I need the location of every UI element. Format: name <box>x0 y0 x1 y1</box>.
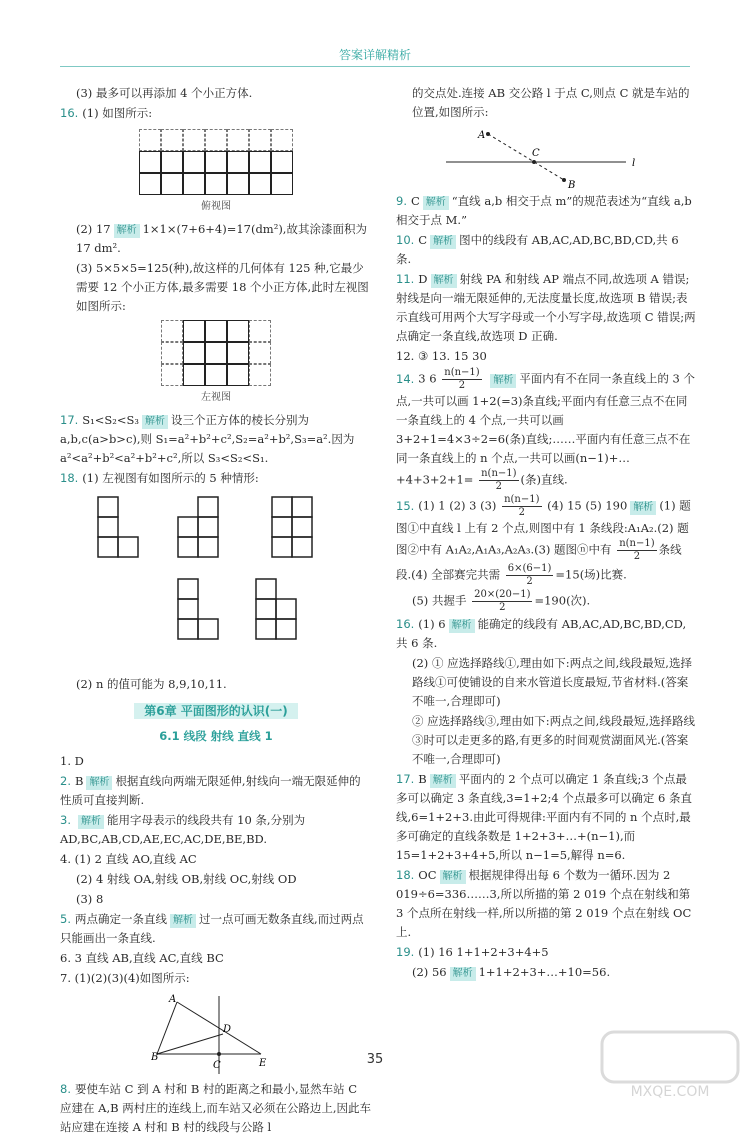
answers-12-13: 12. ③ 13. 15 30 <box>396 349 487 363</box>
a14-explain-end: (条)直线. <box>520 472 568 487</box>
jiexi-badge: 解析 <box>630 501 656 515</box>
right-column <box>396 84 696 983</box>
jiexi-badge: 解析 <box>423 196 449 210</box>
fig8-label-c: C <box>532 148 540 159</box>
left-column <box>60 84 372 1138</box>
a18-number: 18. <box>396 868 415 882</box>
a15-fraction-c: $\frac{6\times(6-1)}{2}$ <box>507 563 552 587</box>
a15-answer: (1) 1 (2) 3 (3) <box>418 498 497 513</box>
jiexi-badge: 解析 <box>86 776 112 790</box>
jiexi-badge: 解析 <box>490 374 516 388</box>
q16-2b: 1×1×(7+6+4)=17(dm²),故其涂漆面积为 17 dm². <box>76 222 367 255</box>
a9-answer: C <box>410 194 420 208</box>
a3-explain: 能用字母表示的线段共有 10 条,分别为 AD,BC,AB,CD,AE,EC,AC,DE,BE,BD. <box>60 813 306 846</box>
a3-number: 3. <box>60 813 71 827</box>
a18-answer: OC <box>418 868 437 882</box>
a16-3: ② 应选择路线③,理由如下:两点之间,线段最短,选择路线③时可以走更多的路,有更多的时间观赏湖面风光.(答案不唯一,合理即可) <box>412 714 695 766</box>
answer-4-3: (3) 8 <box>76 892 104 906</box>
a19-1: (1) 16 1+1+2+3+4+5 <box>418 945 549 959</box>
top-view-caption: 俯视图 <box>201 201 231 212</box>
page-header-title: 答案详解精析 <box>338 48 411 62</box>
fig7-label-d: D <box>223 1024 232 1035</box>
fig7-label-a: A <box>169 994 177 1005</box>
a11-explain: 射线 PA 和射线 AP 端点不同,故选项 A 错误;射线是向一端无限延伸的,无法度量长度,故选项 B 错误;表示直线可用两个大写字母或一个小写字母,故选项 C 错误;两点确定一条直线,故选项 D 正确. <box>396 272 696 343</box>
a19-2b: 1+1+2+3+…+10=56. <box>478 965 611 979</box>
a10-explain: 图中的线段有 AB,AC,AD,BC,BD,CD,共 6 条. <box>396 233 679 266</box>
q16-2a: (2) 17 <box>76 222 111 236</box>
jiexi-badge: 解析 <box>114 224 140 238</box>
chapter-heading: 第6章 平面图形的认识(一) <box>60 702 372 721</box>
a15-fraction-d: $\frac{20\times(20-1)}{2}$ <box>474 589 531 613</box>
q16-3: (3) 5×5×5=125(种),故这样的几何体有 125 种,它最少需要 12 个小正方体,最多需要 18 个小正方体,此时左视图如图所示: <box>76 261 369 313</box>
answer-4-1: 4. (1) 2 直线 AO,直线 AC <box>60 852 197 866</box>
top-view-figure <box>139 129 293 195</box>
a8-number: 8. <box>60 1082 71 1096</box>
q17-answer: S₁<S₂<S₃ <box>82 413 140 427</box>
a19-number: 19. <box>396 945 415 959</box>
page-number: 35 <box>366 1052 384 1067</box>
a11-answer: D <box>418 272 428 286</box>
fig8-label-a: A <box>478 130 486 141</box>
fig7-label-c: C <box>213 1060 221 1071</box>
a14-answer: 3 6 <box>418 371 437 386</box>
section-heading: 6.1 线段 射线 直线 1 <box>159 729 273 743</box>
a10-answer: C <box>418 233 428 247</box>
left-view-figure <box>161 320 271 386</box>
a15-fraction: $\frac{n(n-1)}{2}$ <box>504 494 540 518</box>
jiexi-badge: 解析 <box>430 235 456 249</box>
jiexi-badge: 解析 <box>449 619 475 633</box>
header-divider <box>60 66 690 67</box>
left-view-caption: 左视图 <box>201 392 231 403</box>
answer-7: 7. (1)(2)(3)(4)如图所示: <box>60 971 190 985</box>
a16-number: 16. <box>396 617 415 631</box>
jiexi-badge: 解析 <box>170 914 196 928</box>
q16-1: (1) 如图所示: <box>82 106 153 120</box>
a14-number: 14. <box>396 371 415 386</box>
jiexi-badge: 解析 <box>430 774 456 788</box>
a15-number: 15. <box>396 498 415 513</box>
a5-number: 5. <box>60 912 71 926</box>
a17-number: 17. <box>396 772 415 786</box>
svg-text:MXQE.COM: MXQE.COM <box>630 1084 710 1100</box>
a15-explain-3: =15(场)比赛. <box>555 567 627 582</box>
fig7-label-e: E <box>259 1058 267 1069</box>
q17-number: 17. <box>60 413 79 427</box>
jiexi-badge: 解析 <box>142 415 168 429</box>
a14-explain: 平面内有不在同一条直线上的 3 个点,一共可以画 1+2(=3)条直线;平面内有任意三点不在同一条直线上的 4 个点,一共可以画 3+2+1=4×3÷2=6(条)直线;……平面内有任意三点不在同一条直线上的 n 个点,一共可以画(n−1)+…+4+3+2+1= <box>396 371 695 487</box>
a14-fraction: $\frac{n(n-1)}{2}$ <box>444 367 480 391</box>
q8-figure <box>436 126 656 188</box>
q18-number: 18. <box>60 471 79 485</box>
a15-5-end: =190(次). <box>534 593 591 608</box>
a11-number: 11. <box>396 272 415 286</box>
left-view-shapes-figure <box>60 489 372 669</box>
jiexi-badge: 解析 <box>78 815 104 829</box>
a5-explain: 过一点可画无数条直线,而过两点只能画出一条直线. <box>60 912 364 945</box>
watermark-logo <box>600 1030 740 1100</box>
fig7-label-b: B <box>151 1052 159 1063</box>
a9-number: 9. <box>396 194 407 208</box>
a2-number: 2. <box>60 774 71 788</box>
q17-explain: 设三个正方体的棱长分别为 a,b,c(a>b>c),则 S₁=a²+b²+c²,S₂=a²+b²,S₃=a².因为 a²<a²+b²<a²+b²+c²,所以 S₃<S₂<S₁. <box>60 413 355 465</box>
a16-answer: (1) 6 <box>418 617 446 631</box>
a10-number: 10. <box>396 233 415 247</box>
jiexi-badge: 解析 <box>431 274 457 288</box>
a17-explain: 平面内的 2 个点可以确定 1 条直线;3 个点最多可以确定 3 条直线,3=1+2;4 个点最多可以确定 6 条直线,6=1+2+3.由此可得规律:平面内有不同的 n 个点时,最多可确定的直线条数是 1+2+3+…+(n−1),而 15=1+2+3+4+5,所以 n−1=5,解得 n=6. <box>396 772 692 862</box>
a8-text: 要使车站 C 到 A 村和 B 村的距离之和最小,显然车站 C 应建在 A,B 两村庄的连线上,而车站又必须在公路边上,因此车站应建在连接 A 村和 B 村的线段与公路 l <box>60 1082 372 1134</box>
q18-1: (1) 左视图有如图所示的 5 种情形: <box>82 471 259 485</box>
a9-explain: “直线 a,b 相交于点 m”的规范表述为“直线 a,b 相交于点 M.” <box>396 194 692 227</box>
a15-answer-2: (4) 15 (5) 190 <box>547 498 628 513</box>
q16-number: 16. <box>60 106 79 120</box>
q18-2: (2) n 的值可能为 8,9,10,11. <box>76 677 227 691</box>
a5-answer: 两点确定一条直线 <box>74 912 167 926</box>
answer-1: 1. D <box>60 754 84 768</box>
a17-answer: B <box>418 772 427 786</box>
a8-continued: 的交点处.连接 AB 交公路 l 于点 C,则点 C 就是车站的位置,如图所示: <box>412 86 690 119</box>
a2-explain: 根据直线向两端无限延伸,射线向一端无限延伸的性质可直接判断. <box>60 774 361 807</box>
a14-fraction-2: $\frac{n(n-1)}{2}$ <box>481 468 517 492</box>
a2-answer: B <box>74 774 84 788</box>
jiexi-badge: 解析 <box>440 870 466 884</box>
answer-4-2: (2) 4 射线 OA,射线 OB,射线 OC,射线 OD <box>76 872 297 886</box>
fig8-label-l: l <box>632 158 636 169</box>
q15-3: (3) 最多可以再添加 4 个小正方体. <box>76 86 253 100</box>
a15-fraction-b: $\frac{n(n-1)}{2}$ <box>619 538 655 562</box>
a19-2a: (2) 56 <box>412 965 447 979</box>
a15-5: (5) 共握手 <box>412 593 467 608</box>
fig8-label-b: B <box>568 180 576 188</box>
a15-explain: (1) 题图①中直线 l 上有 2 个点,则图中有 1 条线段:A₁A₂.(2) 题图②中有 A₁A₂,A₁A₃,A₂A₃.(3) 题图ⓝ中有 <box>396 498 691 557</box>
a16-2: (2) ① 应选择路线①,理由如下:两点之间,线段最短,选择路线①可使铺设的自来水管道长度最短,节省材料.(答案不唯一,合理即可) <box>412 656 692 708</box>
jiexi-badge: 解析 <box>450 967 476 981</box>
a18-explain: 根据规律得出每 6 个数为一循环.因为 2 019÷6=336……3,所以所描的第 2 019 个点在射线和第 3 个点所在射线一样,所以所描的第 2 019 个点在射线 OC 上. <box>396 868 692 939</box>
a15-explain-2: 条线段.(4) 全部赛完共需 <box>396 542 682 582</box>
answer-6: 6. 3 直线 AB,直线 AC,直线 BC <box>60 951 224 965</box>
a16-explain: 能确定的线段有 AB,AC,AD,BC,BD,CD,共 6 条. <box>396 617 687 650</box>
